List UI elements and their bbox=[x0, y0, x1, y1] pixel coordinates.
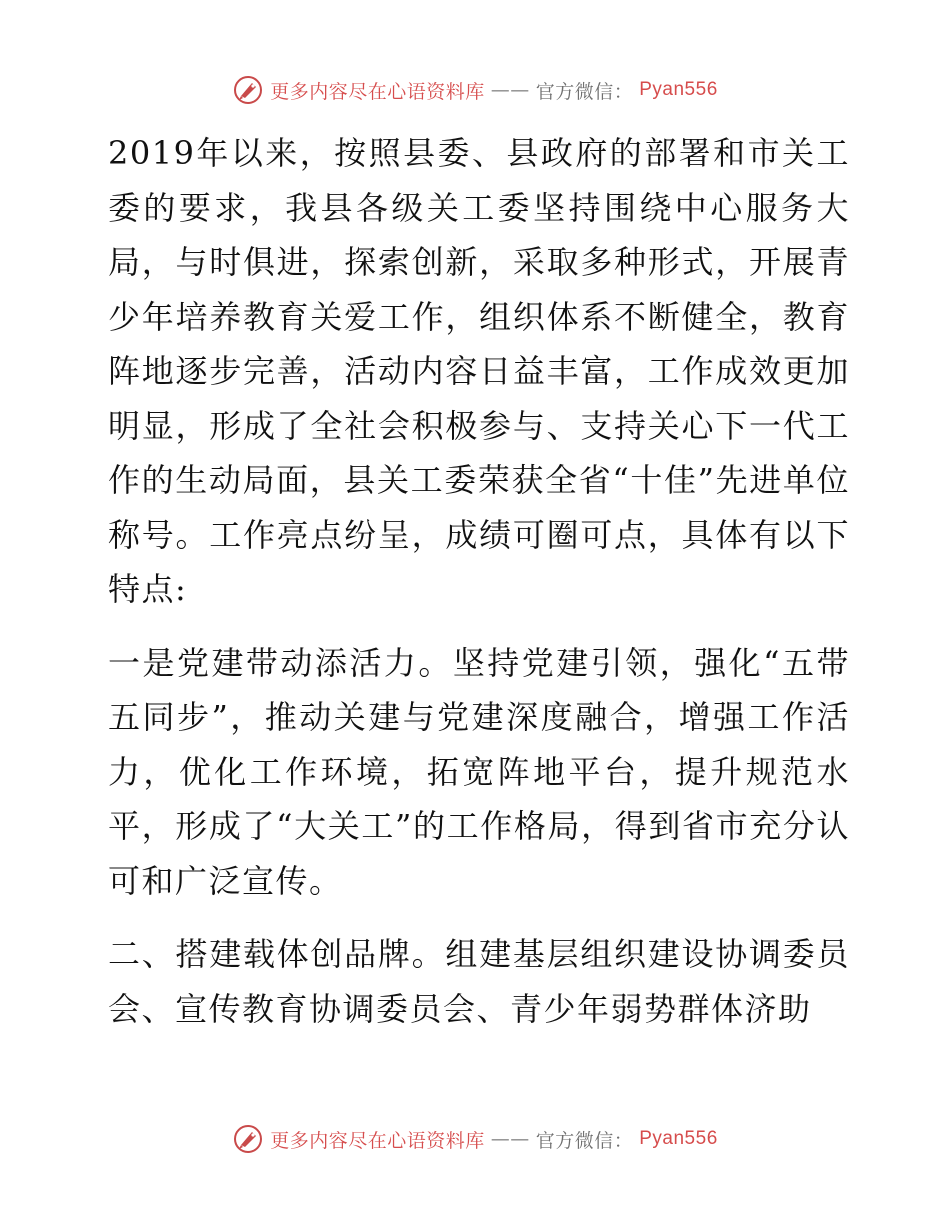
document-body bbox=[98, 126, 850, 1036]
paragraph-point-one: 一是党建带动添活力。坚持党建引领，强化“五带五同步”，推动关建与党建深度融合，增强工作活力，优化工作环境，拓宽阵地平台，提升规范水平，形成了“大关工”的工作格局，得到省市充分认可和广泛宣传。 bbox=[108, 643, 850, 900]
watermark-wechat-id: Pyan556 bbox=[639, 1128, 718, 1149]
watermark-separator: —— bbox=[490, 79, 530, 101]
watermark-separator: —— bbox=[490, 1128, 530, 1150]
footer-watermark bbox=[0, 1119, 950, 1159]
pen-nib-logo-icon bbox=[232, 74, 264, 106]
watermark-site-text: 更多内容尽在心语资料库 bbox=[270, 80, 485, 103]
watermark-wechat-label: 官方微信： bbox=[535, 80, 634, 103]
watermark-site-text: 更多内容尽在心语资料库 bbox=[270, 1129, 485, 1152]
watermark-wechat-id: Pyan556 bbox=[639, 79, 718, 100]
header-watermark bbox=[0, 70, 950, 110]
paragraph-intro: 2019年以来，按照县委、县政府的部署和市关工委的要求，我县各级关工委坚持围绕中心服务大局，与时俱进，探索创新，采取多种形式，开展青少年培养教育关爱工作，组织体系不断健全，教育阵地逐步完善，活动内容日益丰富，工作成效更加明显，形成了全社会积极参与、支持关心下一代工作的生动局面，县关工委荣获全省“十佳”先进单位称号。工作亮点纷呈，成绩可圈可点，具体有以下特点: bbox=[108, 134, 850, 608]
pen-nib-logo-icon bbox=[232, 1123, 264, 1155]
watermark-wechat-label: 官方微信： bbox=[535, 1129, 634, 1152]
paragraph-point-two: 二、搭建载体创品牌。组建基层组织建设协调委员会、宣传教育协调委员会、青少年弱势群体济助 bbox=[108, 935, 850, 1028]
